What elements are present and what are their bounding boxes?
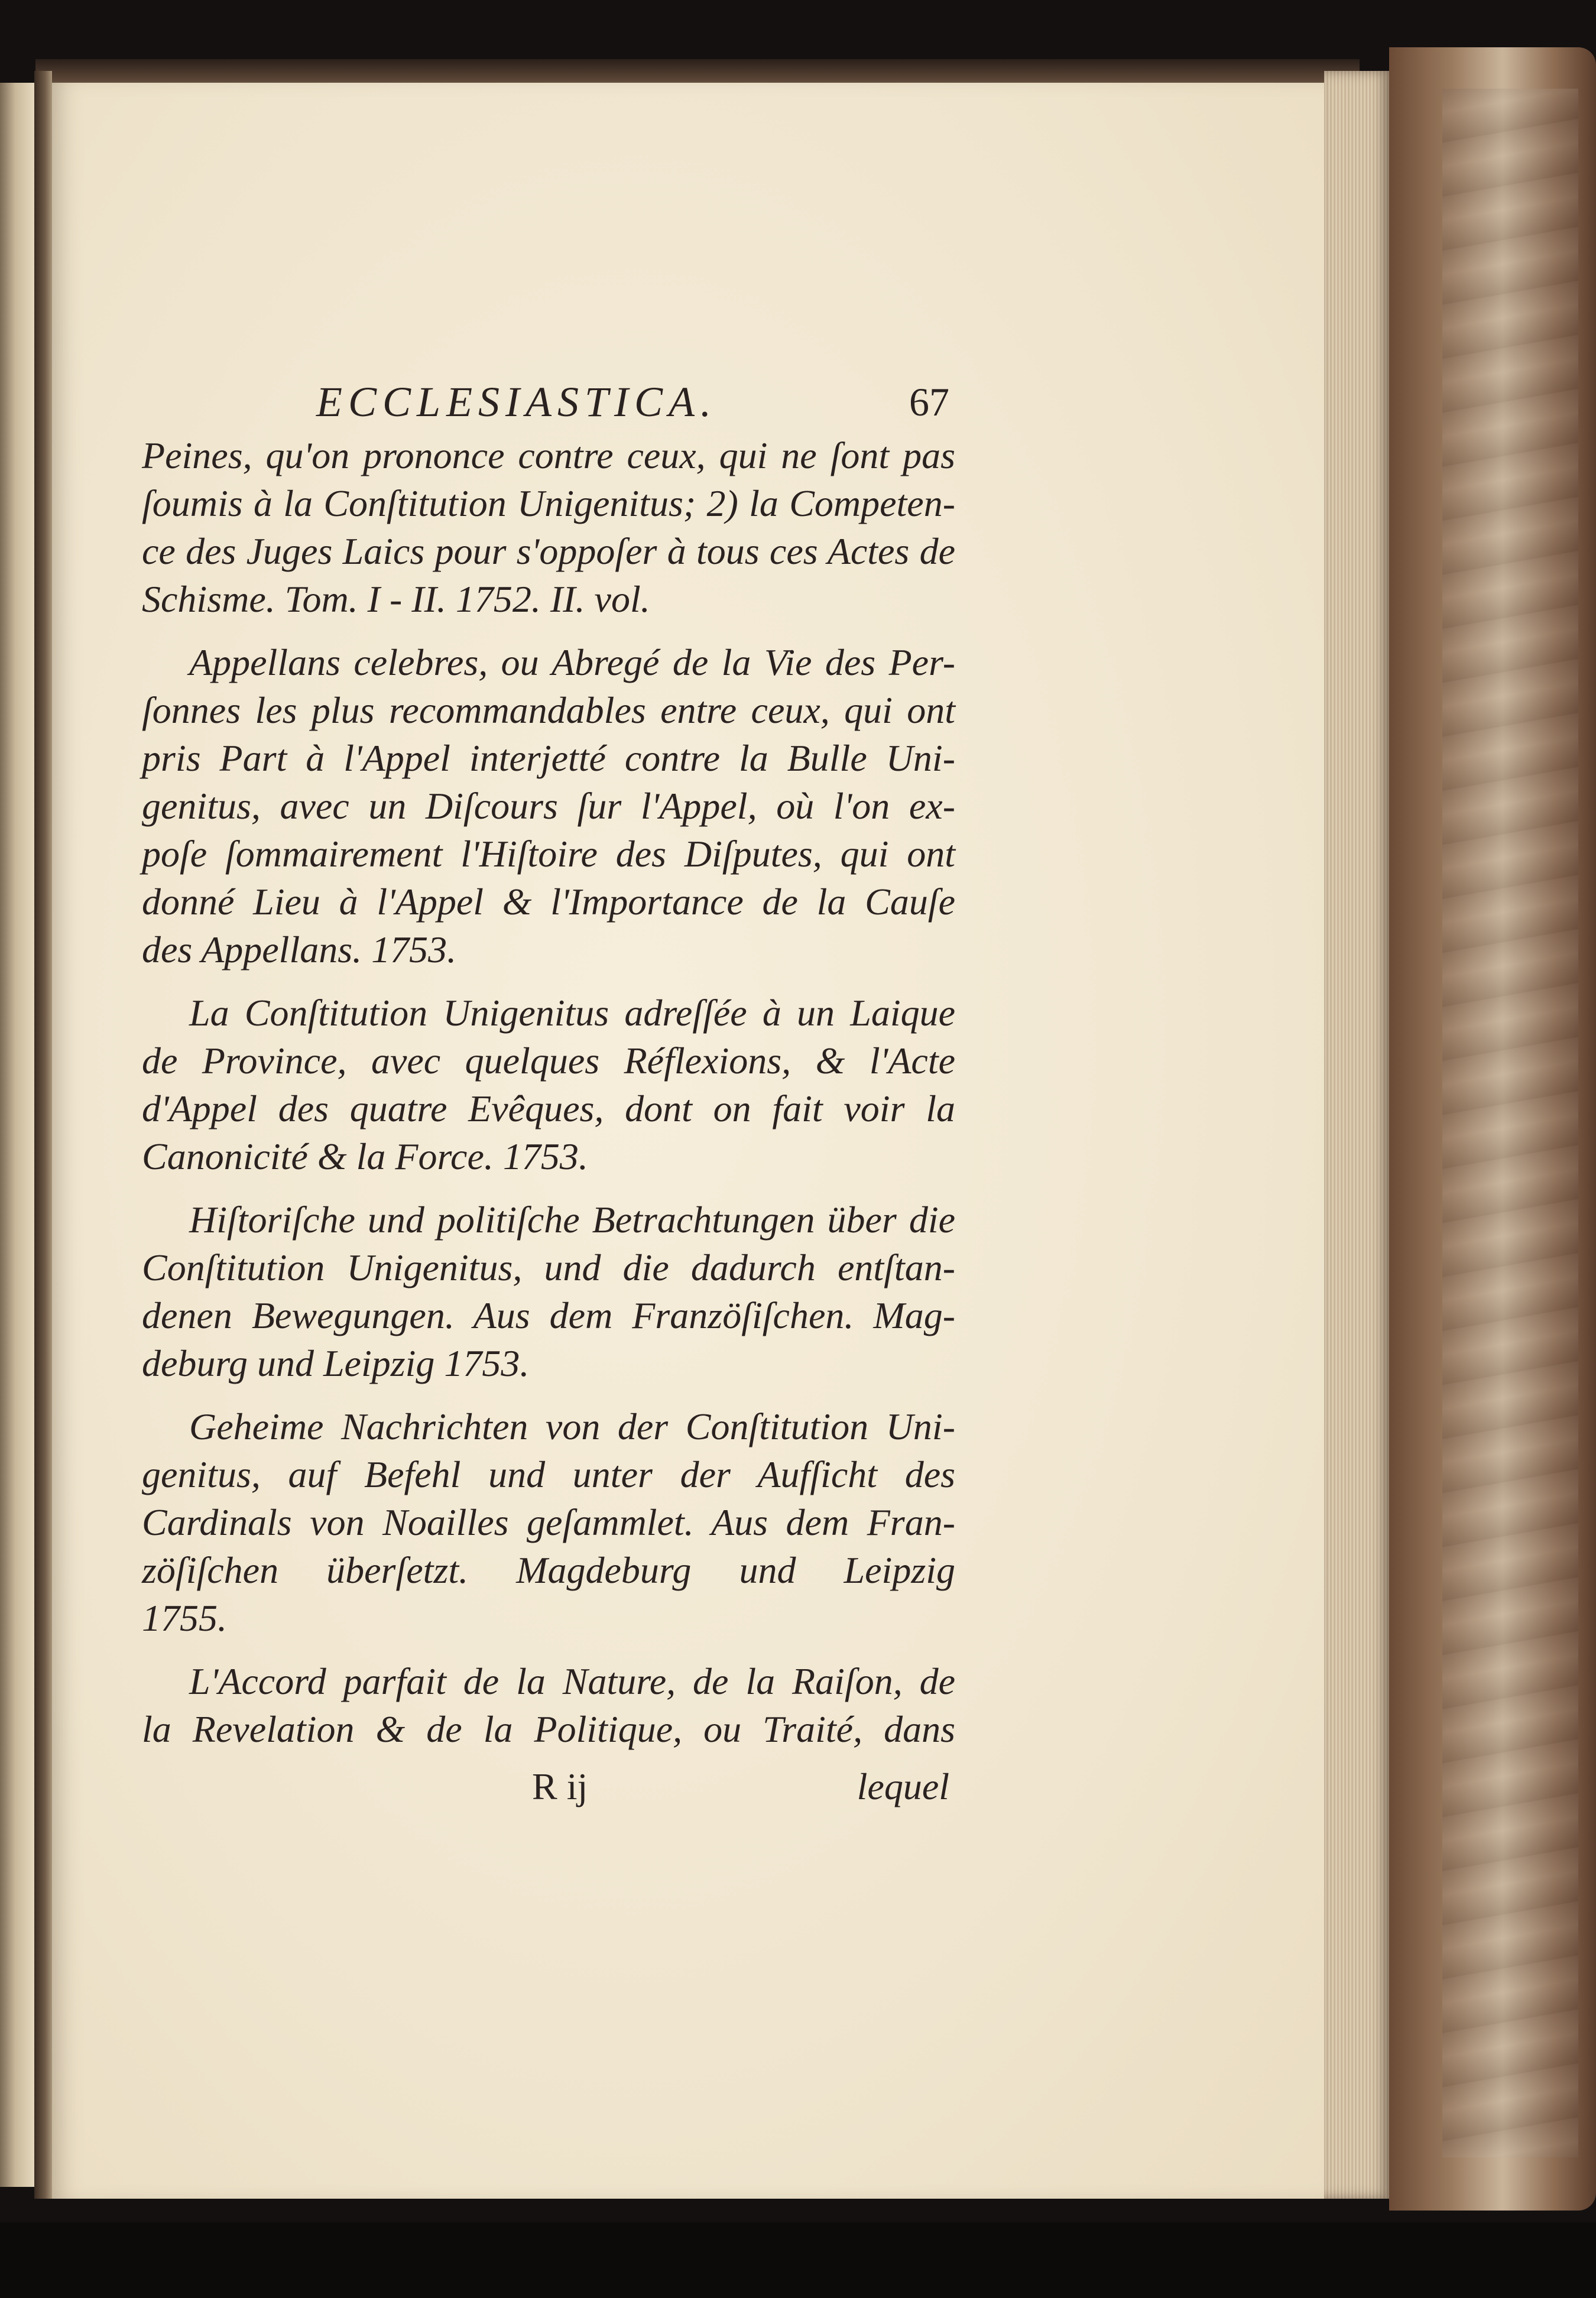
page-number: 67 [909,379,949,424]
text-line: Cardinals von Noailles geſammlet. Aus dem Fran- [142,1501,955,1543]
text-line: pris Part à l'Appel interjetté contre la Bulle Uni- [142,737,955,779]
text-line: Geheime Nachrichten von der Conſtitution Uni- [189,1406,955,1447]
text-line: denen Bewegungen. Aus dem Franzöſiſchen. Mag- [142,1294,955,1336]
text-line: des Appellans. 1753. [142,929,457,971]
marbled-cover-texture [1442,89,1578,2157]
page-footer [142,1763,955,1810]
text-line: poſe ſommairement l'Hiſtoire des Diſputes, qui ont [142,833,955,875]
bibliography-entry [142,1403,955,1642]
signature-mark: R ij [532,1765,588,1807]
text-line: la Revelation & de la Politique, ou Traité, dans [142,1708,955,1750]
text-line: Schisme. Tom. I - II. 1752. II. vol. [142,578,650,620]
text-line: deburg und Leipzig 1753. [142,1342,530,1384]
book-gutter [34,71,52,2199]
page-block-edges [1324,71,1389,2199]
text-line: Canonicité & la Force. 1753. [142,1135,588,1177]
text-line: Appellans celebres, ou Abregé de la Vie des Per- [189,641,955,683]
catchword: lequel [857,1765,949,1807]
bibliography-entry [142,1196,955,1387]
text-line: ce des Juges Laics pour s'oppoſer à tous ces Actes de [142,530,955,572]
text-line: Peines, qu'on prononce contre ceux, qui ne ſont pas [142,434,955,476]
text-line: Conſtitution Unigenitus, und die dadurch entſtan- [142,1247,955,1288]
text-line: genitus, avec un Diſcours ſur l'Appel, où l'on ex- [142,785,955,827]
bibliography-entry [142,1657,955,1753]
text-line: zöſiſchen überſetzt. Magdeburg und Leipzig [142,1549,955,1591]
text-line: de Province, avec quelques Réflexions, & l'Acte [142,1040,955,1082]
running-head: ECCLESIASTICA. [316,378,718,426]
text-line: L'Accord parfait de la Nature, de la Raiſon, de [189,1660,955,1702]
background [0,2222,1596,2298]
bibliography-entry [142,638,955,973]
page-text [142,378,955,1810]
text-line: donné Lieu à l'Appel & l'Importance de la Cauſe [142,881,955,923]
bibliography-entry [142,989,955,1180]
text-line: ſoumis à la Conſtitution Unigenitus; 2) la Competen- [142,482,955,524]
page-header [142,378,955,431]
text-line: 1755. [142,1597,227,1639]
left-page-edge [0,83,34,2187]
text-line: ſonnes les plus recommandables entre ceux, qui ont [142,689,955,731]
text-line: Hiſtoriſche und politiſche Betrachtungen über die [189,1199,955,1241]
text-line: La Conſtitution Unigenitus adreſſée à un Laique [189,992,955,1034]
text-line: genitus, auf Befehl und unter der Aufſicht des [142,1453,955,1495]
text-line: d'Appel des quatre Evêques, dont on fait voir la [142,1088,955,1129]
bibliography-entry [142,431,955,623]
